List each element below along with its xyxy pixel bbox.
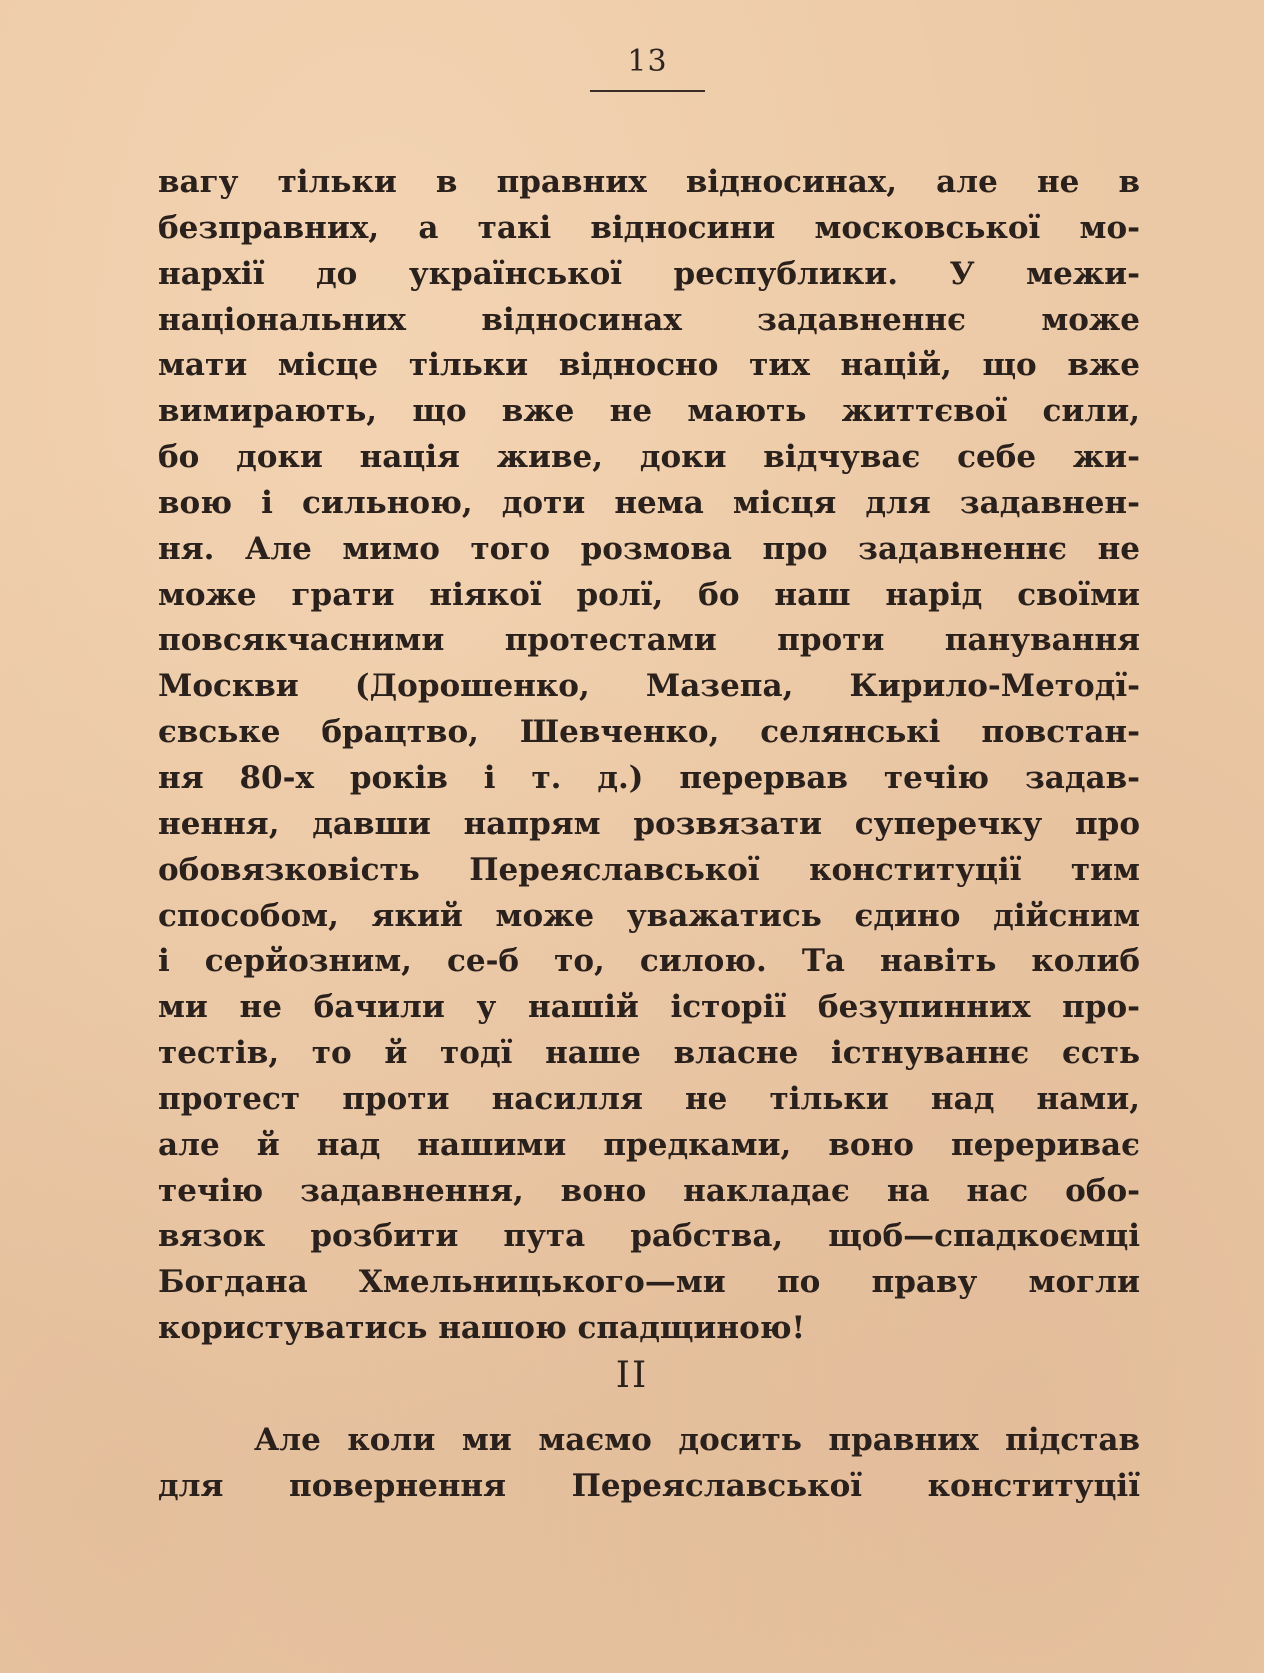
text-line: мати місце тільки відносно тих націй, що вже [158, 347, 1140, 384]
text-line: національних відносинах задавненнє може [158, 301, 1140, 338]
main-paragraph [158, 160, 1140, 1352]
text-line: Богдана Хмельницького—ми по праву могли [158, 1264, 1140, 1301]
text-line: може грати ніякої ролї, бо наш нарід своїми [158, 576, 1140, 613]
text-line: Але коли ми маємо досить правних підстав [254, 1422, 1140, 1458]
text-line: обовязковість Переяславської конституції тим [158, 851, 1140, 888]
text-line: повсякчасними протестами проти панування [158, 622, 1140, 659]
page-number-rule [590, 90, 705, 92]
text-line: користуватись нашою спадщиною! [158, 1310, 806, 1347]
text-line: ня. Але мимо того розмова про задавненнє не [158, 530, 1140, 567]
text-line: євське брацтво, Шевченко, селянські повстан- [158, 714, 1140, 751]
text-line: бо доки нація живе, доки відчуває себе жи- [158, 439, 1140, 476]
text-line: тестів, то й тодї наше власне істнуваннє єсть [158, 1035, 1140, 1072]
text-line: ня 80-х років і т. д.) перервав течію задав- [158, 759, 1140, 796]
text-line: Москви (Дорошенко, Мазепа, Кирило-Методї- [158, 668, 1140, 705]
text-line: вимирають, що вже не мають життєвої сили, [158, 393, 1140, 430]
text-line: безправних, а такі відносини московської мо- [158, 209, 1140, 246]
text-line: вою і сильною, доти нема місця для задавнен- [158, 484, 1140, 521]
next-paragraph [158, 1418, 1140, 1510]
text-line: і серйозним, се-б то, силою. Та навіть колиб [158, 943, 1140, 980]
page-number: 13 [627, 44, 668, 79]
text-line: вязок розбити пута рабства, щоб—спадкоємці [158, 1218, 1140, 1255]
text-line: для повернення Переяславської конституції [158, 1467, 1140, 1504]
text-line: ми не бачили у нашій історії безупинних про- [158, 989, 1140, 1026]
text-line: нархії до української республики. У межи- [158, 255, 1140, 292]
text-line: способом, який може уважатись єдино дійсним [158, 897, 1140, 934]
text-line: нення, давши напрям розвязати суперечку про [158, 805, 1140, 842]
text-line: вагу тільки в правних відносинах, але не в [158, 164, 1140, 200]
section-heading: II [615, 1355, 649, 1396]
text-line: але й над нашими предками, воно перериває [158, 1126, 1140, 1163]
text-line: течію задавнення, воно накладає на нас обо- [158, 1172, 1140, 1209]
text-line: протест проти насилля не тільки над нами, [158, 1080, 1140, 1117]
